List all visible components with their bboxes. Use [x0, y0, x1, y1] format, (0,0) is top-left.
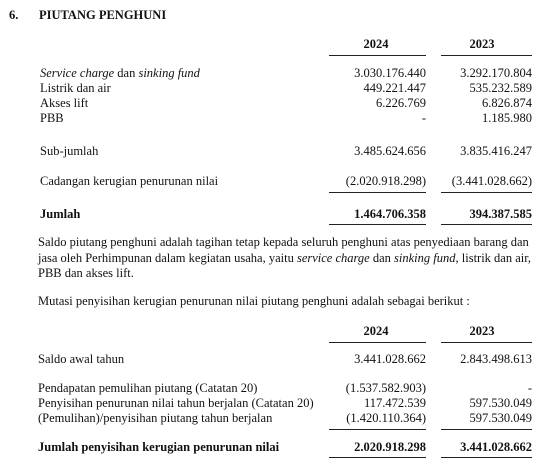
table2-total-2024: 2.020.918.298: [354, 440, 426, 454]
table1-allowance-2023: (3.441.028.662): [451, 174, 532, 188]
table2-opening-2024: 3.441.028.662: [354, 352, 426, 366]
label-italic: sinking fund: [138, 66, 200, 80]
paragraph-description: [38, 235, 538, 282]
table1-subtotal-2023: 3.835.416.247: [460, 144, 532, 158]
paragraph-text: Saldo piutang penghuni adalah tagihan tetap kepada seluruh penghuni atas penyediaan barang dan jasa oleh Perhimpunan dalam kegiatan usaha, yaitu: [38, 235, 529, 265]
table1-header-2023: 2023: [469, 37, 495, 51]
table2-header-2023: 2023: [469, 324, 495, 338]
table2-opening-2023: 2.843.498.613: [460, 352, 532, 366]
table1-row-value-2024: 3.030.176.440: [354, 66, 426, 80]
table1-subtotal-label: Sub-jumlah: [40, 144, 99, 158]
section-number: 6.: [9, 8, 19, 22]
table1-allowance-rule-2024: [329, 192, 426, 193]
table1-allowance-rule-2023: [441, 192, 532, 193]
table1-total-rule-2024: [329, 224, 426, 225]
paragraph-italic: sinking fund: [394, 250, 456, 265]
table1-allowance-2024: (2.020.918.298): [345, 174, 426, 188]
table2-row-value-2023: -: [527, 381, 532, 395]
table2-row-value-2024: (1.420.110.364): [346, 411, 426, 425]
paragraph-mutation-intro: Mutasi penyisihan kerugian penurunan nilai piutang penghuni adalah sebagai berikut :: [38, 294, 470, 308]
table2-total-rule-2024: [329, 457, 426, 458]
table2-row-value-2023: 597.530.049: [469, 396, 532, 410]
table2-movement-rule-2024: [329, 429, 426, 430]
table1-row-value-2024: -: [421, 111, 426, 125]
table1-row-label: Listrik dan air: [40, 81, 111, 95]
table1-row-label: Akses lift: [40, 96, 89, 110]
table2-row-label: (Pemulihan)/penyisihan piutang tahun berjalan: [38, 411, 273, 425]
table1-header-rule-2024: [329, 55, 426, 56]
table1-row-value-2024: 6.226.769: [376, 96, 426, 110]
table2-row-label: Pendapatan pemulihan piutang (Catatan 20): [38, 381, 258, 395]
table1-row-value-2023: 3.292.170.804: [460, 66, 532, 80]
paragraph-text: dan: [369, 250, 395, 265]
paragraph-italic: service charge: [296, 250, 370, 265]
table2-row-value-2024: (1.537.582.903): [345, 381, 426, 395]
label-italic: Service charge: [40, 66, 115, 80]
table2-total-rule-2023: [441, 457, 532, 458]
table2-movement-rule-2023: [441, 429, 532, 430]
table2-row-value-2023: 597.530.049: [469, 411, 532, 425]
label-connector: dan: [114, 66, 139, 80]
table1-row-value-2024: 449.221.447: [363, 81, 426, 95]
table1-row-label: [40, 66, 200, 81]
table1-row-value-2023: 1.185.980: [482, 111, 532, 125]
table2-total-2023: 3.441.028.662: [460, 440, 532, 454]
table1-row-label: PBB: [40, 111, 64, 125]
table1-header-2024: 2024: [363, 37, 389, 51]
table1-total-rule-2023: [441, 224, 532, 225]
table2-header-2024: 2024: [363, 324, 389, 338]
table1-allowance-label: Cadangan kerugian penurunan nilai: [40, 174, 219, 188]
table2-header-rule-2023: [441, 342, 532, 343]
table1-header-rule-2023: [441, 55, 532, 56]
table2-row-value-2024: 117.472.539: [363, 396, 426, 410]
table2-total-label: Jumlah penyisihan kerugian penurunan nilai: [38, 440, 280, 454]
section-title: PIUTANG PENGHUNI: [39, 8, 167, 22]
table1-total-2024: 1.464.706.358: [354, 207, 426, 221]
table1-row-value-2023: 535.232.589: [469, 81, 532, 95]
table2-opening-label: Saldo awal tahun: [38, 352, 125, 366]
table2-header-rule-2024: [329, 342, 426, 343]
table2-row-label: Penyisihan penurunan nilai tahun berjalan (Catatan 20): [38, 396, 314, 410]
paragraph-text: , listrik dan air, PBB dan akses lift.: [38, 250, 532, 280]
table1-total-2023: 394.387.585: [469, 207, 532, 221]
table1-total-label: Jumlah: [40, 207, 81, 221]
table1-row-value-2023: 6.826.874: [482, 96, 532, 110]
table1-subtotal-2024: 3.485.624.656: [354, 144, 426, 158]
